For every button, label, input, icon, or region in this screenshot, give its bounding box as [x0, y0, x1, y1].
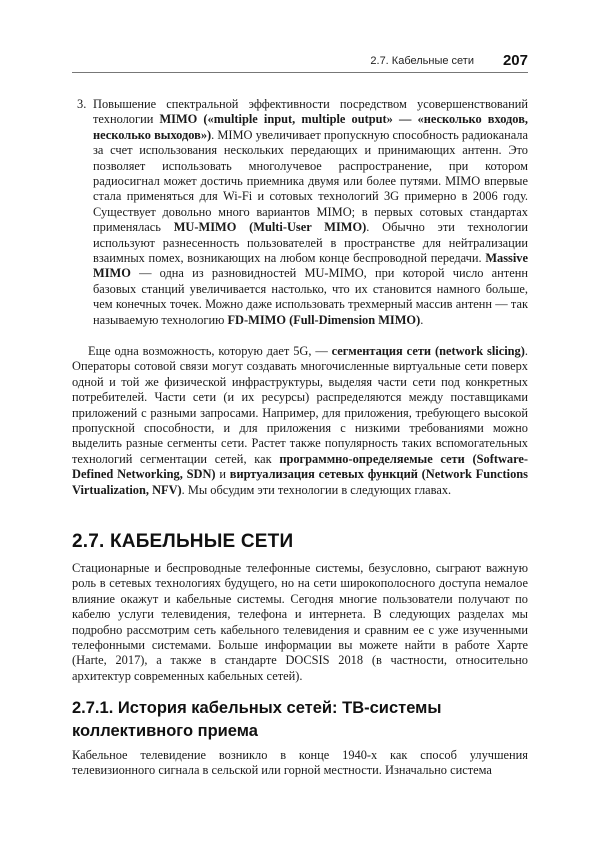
list-text: . [420, 312, 424, 327]
term-sdn: программно-определяемые сети (Software-Defined Networking, SDN) [72, 451, 528, 482]
term-massive-mimo: Massive MIMO [93, 251, 528, 281]
section-heading: 2.7. КАБЕЛЬНЫЕ СЕТИ [72, 531, 294, 552]
list-item [72, 97, 528, 328]
list-text: . MIMO увеличивает пропускную способность радиоканала за счет использования нескольких передающих и принимающих антенн. Это позволяет использовать многолучевое распространение, при котором радиосигнал может достичь приемника двумя или более путями. MIMO впервые стала применяться для Wi-Fi и сотовых технологий 3G примерно в 2006 году. Существует довольно много вариантов MIMO; в первых сотовых стандартах применялась [93, 127, 528, 235]
paragraph-text: Стационарные и беспроводные телефонные системы, безусловно, сыграют важную роль в сетевых технологиях будущего, но на сети широкополосного доступа немалое влияние окажут и кабельные системы. Сегодня многие пользователи получают по кабелю услуги телевидения, телефона и интернета. В следующих разделах мы подробно рассмотрим сеть кабельного телевидения и сравним ее с уже изученными телефонными системами. Больше информации вы можете найти в работе Харте (Harte, 2017), а также в стандарте DOCSIS 2018 (в частности, относительно архитектур современных кабельных сетей). [72, 561, 528, 683]
term-network-slicing: сегментация сети (network slicing) [331, 344, 525, 358]
paragraph-cable-intro [72, 561, 528, 684]
term-mu-mimo: MU-MIMO (Multi-User MIMO) [173, 220, 367, 235]
numbered-list [72, 97, 528, 328]
paragraph-network-slicing [72, 344, 528, 498]
paragraph-text: Еще одна возможность, которую дает 5G, — [88, 344, 332, 358]
term-fd-mimo: FD-MIMO (Full-Dimension MIMO) [227, 312, 421, 327]
subsection-heading: 2.7.1. История кабельных сетей: ТВ-системы коллективного приема [72, 699, 442, 740]
list-item-number: 3. [77, 97, 87, 111]
header-rule [72, 72, 528, 73]
list-text: . Обычно эти технологии используют разнесенность пользователей в пространстве для нейтрализации взаимных помех, возникающих на любом конце беспроводной передачи. [93, 220, 528, 266]
page-header [72, 52, 528, 72]
term-mimo: MIMO («multiple input, multiple output» — «несколько входов, несколько выходов») [93, 112, 528, 142]
running-title: 2.7. Кабельные сети [370, 55, 474, 67]
page-number: 207 [502, 52, 528, 69]
term-nfv: виртуализация сетевых функций (Network Functions Virtualization, NFV) [72, 467, 528, 497]
paragraph-cable-history [72, 748, 528, 779]
list-text: — одна из разновидностей MU-MIMO, при которой число антенн базовых станций увеличивается настолько, что их становится намного больше, чем конечных точек. Можно даже использовать трехмерный массив антенн — так называемую технологию [93, 266, 528, 327]
list-text: Повышение спектральной эффективности посредством усовершенствований технологии [93, 97, 528, 127]
paragraph-text: . Операторы сотовой связи могут создавать многочисленные виртуальные сети поверх одной и той же физической инфраструктуры, выделяя части сети под конкретных потребителей. Части сети (и их ресурсы) распределяются между поставщиками приложений с разными запросами. Например, для приложения, требующего высокой пропускной способности, и для приложения с низкими требованиями можно выделить разные сегменты сети. Растет также популярность таких вспомогательных технологий сегментации сетей, как [72, 344, 528, 466]
paragraph-text: и [215, 467, 230, 482]
paragraph-text: Кабельное телевидение возникло в конце 1940-х как способ улучшения телевизионного сигнала в сельской или горной местности. Изначально система [72, 748, 528, 778]
paragraph-text: . Мы обсудим эти технологии в следующих главах. [181, 482, 452, 497]
